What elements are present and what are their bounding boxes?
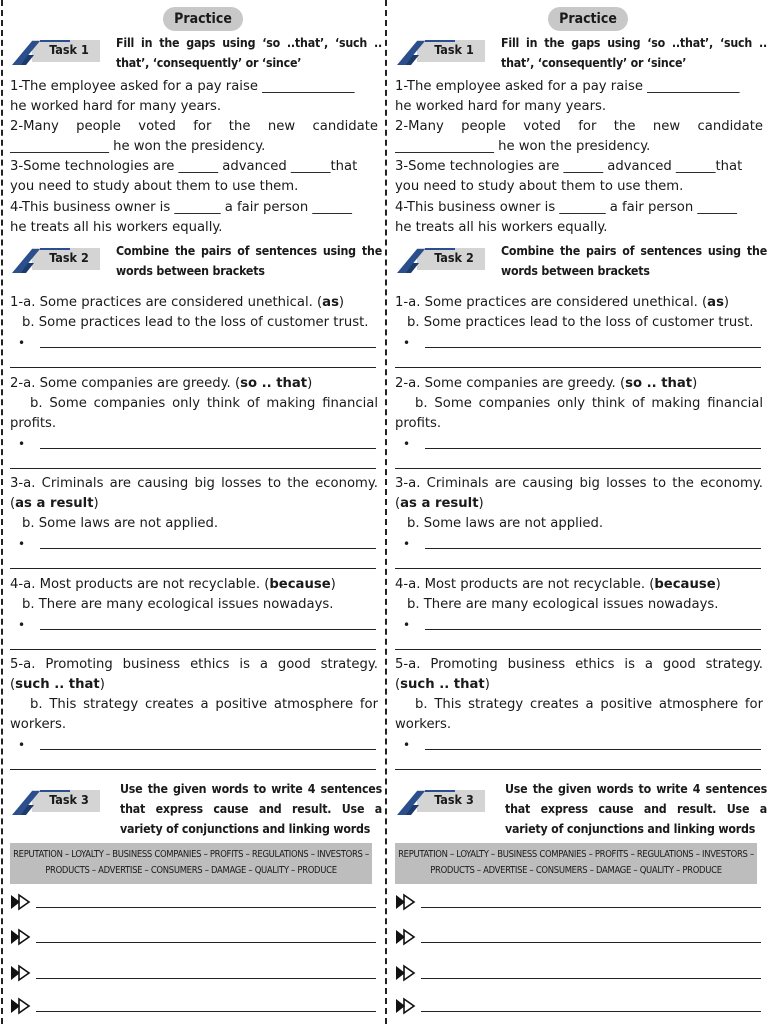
task3-badge	[395, 787, 487, 815]
sentence-a: 4-a. Most products are not recyclable. (	[10, 577, 270, 592]
task2-item-5: 5-a. Promoting business ethics is a good strategy. (such .. that) b. This strategy creates a positive atmosphere for workers. •	[10, 655, 378, 776]
word-bank-line-1: REPUTATION – LOYALTY – BUSINESS COMPANIES – PROFITS – REGULATIONS – INVESTORS –	[13, 849, 369, 860]
sentence-a-end: )	[307, 376, 313, 391]
cut-line-left	[1, 0, 3, 1024]
sentence-a: 3-a. Criminals are causing big losses to the economy.	[10, 476, 378, 491]
task1-line: 2-Many people voted for the new candidate	[395, 119, 763, 135]
sentence-a-end: )	[715, 577, 721, 592]
answer-line[interactable]	[10, 333, 378, 353]
task1-header	[10, 33, 382, 75]
answer-line[interactable]	[10, 534, 378, 554]
bullet-icon: •	[18, 437, 26, 452]
answer-line[interactable]	[395, 353, 763, 373]
word-bank-line-1: REPUTATION – LOYALTY – BUSINESS COMPANIES – PROFITS – REGULATIONS – INVESTORS –	[398, 849, 754, 860]
task1-line: 3-Some technologies are ______ advanced ______that	[395, 159, 743, 175]
bullet-icon: •	[18, 336, 26, 351]
answer-line[interactable]	[10, 964, 376, 984]
sentence-a: 5-a. Promoting business ethics is a good strategy.	[10, 657, 378, 672]
task3-instruction: Use the given words to write 4 sentences that express cause and result. Use a variety of conjunctions and linking words	[120, 782, 382, 836]
task1-line: 4-This business owner is _______ a fair person ______	[10, 199, 352, 215]
task1-line: he worked hard for many years.	[395, 99, 607, 115]
answer-line[interactable]	[395, 554, 763, 574]
task1-line: he worked hard for many years.	[10, 99, 222, 115]
double-arrow-icon	[10, 893, 32, 911]
answer-line[interactable]	[395, 333, 763, 353]
task1-badge	[10, 37, 102, 65]
sentence-b: b. Some laws are not applied.	[407, 516, 604, 532]
answer-line[interactable]	[10, 928, 376, 948]
keyword: as a result	[400, 496, 479, 512]
task2-item-5: 5-a. Promoting business ethics is a good strategy. (such .. that) b. This strategy creates a positive atmosphere for workers. •	[395, 655, 763, 776]
task2-item-1	[10, 293, 378, 373]
sentence-b-cont: workers.	[10, 717, 67, 733]
task2-instruction: Combine the pairs of sentences using the words between brackets	[501, 244, 767, 278]
bullet-icon: •	[403, 618, 411, 633]
double-arrow-icon	[10, 997, 32, 1015]
sentence-a-end: )	[723, 295, 730, 310]
answer-line[interactable]	[10, 554, 378, 574]
task3-instruction: Use the given words to write 4 sentences that express cause and result. Use a variety of conjunctions and linking words	[505, 782, 767, 836]
task2-item-2	[10, 374, 378, 474]
answer-line[interactable]	[395, 964, 761, 984]
sentence-b: b. Some companies only think of making financial	[30, 396, 378, 412]
task3-label: Task 3	[49, 792, 89, 807]
task2-header	[395, 241, 767, 283]
task1-line: _______________ he won the presidency.	[10, 139, 266, 155]
answer-line[interactable]	[10, 615, 378, 635]
task3-header	[10, 779, 382, 839]
sentence-a-end: )	[330, 577, 336, 592]
sentence-b: b. Some companies only think of making financial	[415, 396, 763, 412]
answer-line[interactable]	[395, 928, 761, 948]
bullet-icon: •	[403, 437, 411, 452]
word-bank	[395, 843, 757, 884]
sentence-a: 2-a. Some companies are greedy. (	[10, 376, 241, 391]
worksheet-copy-right	[395, 0, 765, 1024]
sentence-b-cont: profits.	[10, 416, 57, 432]
task1-line: you need to study about them to use them.	[10, 179, 299, 195]
answer-line[interactable]	[10, 434, 378, 454]
word-bank	[10, 843, 372, 884]
answer-line[interactable]	[395, 615, 763, 635]
answer-line[interactable]	[10, 635, 378, 655]
task3-label: Task 3	[434, 792, 474, 807]
double-arrow-icon	[395, 964, 417, 982]
double-arrow-icon	[395, 893, 417, 911]
sentence-b: b. Some practices lead to the loss of customer trust.	[22, 315, 369, 331]
task1-badge	[395, 37, 487, 65]
keyword: as	[707, 295, 724, 310]
bullet-icon: •	[18, 738, 26, 753]
sentence-b: b. Some laws are not applied.	[22, 516, 219, 532]
double-arrow-icon	[395, 928, 417, 946]
answer-line[interactable]	[395, 434, 763, 454]
task2-badge	[10, 245, 102, 273]
sentence-b: b. Some practices lead to the loss of customer trust.	[407, 315, 754, 331]
sentence-b: b. This strategy creates a positive atmosphere for	[415, 697, 763, 713]
sentence-a: 5-a. Promoting business ethics is a good strategy.	[395, 657, 763, 672]
task1-instruction: Fill in the gaps using ‘so ..that’, ‘such .. that’, ‘consequently’ or ‘since’	[116, 36, 382, 70]
bullet-icon: •	[18, 618, 26, 633]
task2-label: Task 2	[434, 250, 474, 265]
task2-instruction: Combine the pairs of sentences using the words between brackets	[116, 244, 382, 278]
bullet-icon: •	[403, 336, 411, 351]
sentence-b: b. There are many ecological issues nowadays.	[407, 597, 719, 613]
task1-label: Task 1	[49, 42, 89, 57]
task2-item-1	[395, 293, 763, 373]
sentence-b: b. There are many ecological issues nowadays.	[22, 597, 334, 613]
task3-badge	[10, 787, 102, 815]
task1-header	[395, 33, 767, 75]
sentence-a: 2-a. Some companies are greedy. (	[395, 376, 626, 391]
practice-title: Practice	[163, 7, 243, 31]
task1-body	[395, 77, 763, 238]
keyword: such .. that	[15, 677, 100, 693]
answer-line[interactable]	[10, 755, 378, 775]
task1-line: he treats all his workers equally.	[395, 219, 608, 235]
keyword: because	[654, 577, 716, 592]
task1-line: he treats all his workers equally.	[10, 219, 223, 235]
task3-header	[395, 779, 767, 839]
answer-line[interactable]	[395, 454, 763, 474]
double-arrow-icon	[10, 964, 32, 982]
bullet-icon: •	[403, 738, 411, 753]
answer-line[interactable]	[395, 997, 761, 1017]
word-bank-line-2: PRODUCTS – ADVERTISE – CONSUMERS – DAMAGE – QUALITY – PRODUCE	[45, 865, 337, 876]
task2-label: Task 2	[49, 250, 89, 265]
answer-line[interactable]	[395, 534, 763, 554]
task2-item-3: 3-a. Criminals are causing big losses to the economy. (as a result) b. Some laws are not applied. •	[10, 474, 378, 574]
keyword: because	[269, 577, 331, 592]
answer-line[interactable]	[395, 735, 763, 755]
double-arrow-icon	[10, 928, 32, 946]
word-bank-line-2: PRODUCTS – ADVERTISE – CONSUMERS – DAMAGE – QUALITY – PRODUCE	[430, 865, 722, 876]
task2-badge	[395, 245, 487, 273]
task2-item-3: 3-a. Criminals are causing big losses to the economy. (as a result) b. Some laws are not applied. •	[395, 474, 763, 574]
keyword: such .. that	[400, 677, 485, 693]
keyword: as	[322, 295, 339, 310]
task1-line: 4-This business owner is _______ a fair person ______	[395, 199, 737, 215]
task1-line: 3-Some technologies are ______ advanced ______that	[10, 159, 358, 175]
sentence-a-end: )	[338, 295, 345, 310]
answer-line[interactable]	[10, 454, 378, 474]
worksheet-copy-left	[10, 0, 380, 1024]
task2-header	[10, 241, 382, 283]
sentence-a-end: )	[692, 376, 698, 391]
task1-body	[10, 77, 378, 238]
keyword: so .. that	[625, 376, 693, 391]
answer-line[interactable]	[395, 755, 763, 775]
double-arrow-icon	[395, 997, 417, 1015]
practice-title: Practice	[548, 7, 628, 31]
task1-line: 2-Many people voted for the new candidate	[10, 119, 378, 135]
answer-line[interactable]	[10, 893, 376, 913]
task2-item-4	[395, 575, 763, 655]
cut-line-middle	[385, 0, 387, 1024]
task2-item-2	[395, 374, 763, 474]
bullet-icon: •	[18, 537, 26, 552]
sentence-a: 4-a. Most products are not recyclable. (	[395, 577, 655, 592]
answer-line[interactable]	[10, 353, 378, 373]
task2-item-4	[10, 575, 378, 655]
task1-line: 1-The employee asked for a pay raise ______________	[10, 79, 355, 94]
answer-line[interactable]	[395, 893, 761, 913]
task1-line: 1-The employee asked for a pay raise ______________	[395, 79, 740, 94]
sentence-b-cont: workers.	[395, 717, 452, 733]
answer-line[interactable]	[10, 997, 376, 1017]
sentence-b: b. This strategy creates a positive atmosphere for	[30, 697, 378, 713]
sentence-a: 1-a. Some practices are considered unethical. (	[10, 295, 323, 310]
bullet-icon: •	[403, 537, 411, 552]
task1-instruction: Fill in the gaps using ‘so ..that’, ‘such .. that’, ‘consequently’ or ‘since’	[501, 36, 767, 70]
task1-line: _______________ he won the presidency.	[395, 139, 651, 155]
sentence-a: 1-a. Some practices are considered unethical. (	[395, 295, 708, 310]
answer-line[interactable]	[10, 735, 378, 755]
answer-line[interactable]	[395, 635, 763, 655]
keyword: as a result	[15, 496, 94, 512]
sentence-a: 3-a. Criminals are causing big losses to the economy.	[395, 476, 763, 491]
sentence-b-cont: profits.	[395, 416, 442, 432]
keyword: so .. that	[240, 376, 308, 391]
task1-label: Task 1	[434, 42, 474, 57]
task1-line: you need to study about them to use them.	[395, 179, 684, 195]
